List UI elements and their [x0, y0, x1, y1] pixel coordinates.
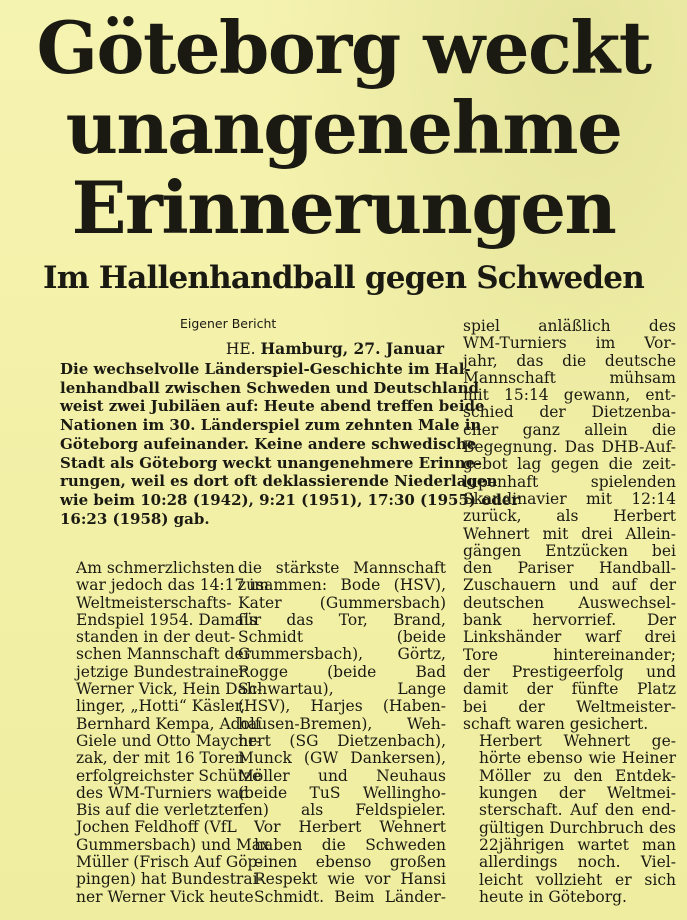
text-line: gebot lag gegen die zeit- — [463, 455, 676, 474]
text-line: Weltmeisterschafts- — [76, 593, 232, 612]
text-line: war jedoch das 14:17 im — [76, 576, 269, 595]
text-line: Linkshänder warf drei — [463, 628, 676, 647]
text-line: Vor Herbert Wehnert — [254, 818, 446, 837]
text-line: Tore hintereinander; — [463, 645, 676, 664]
text-line: cher ganz allein die — [463, 420, 676, 439]
column-1-paragraph-1 — [60, 559, 269, 802]
text-line: Bis auf die verletzten — [76, 801, 244, 820]
text-line: Zuschauern und auf der — [463, 576, 676, 595]
text-line: fen) als Feldspieler. — [238, 801, 446, 820]
text-line: den Pariser Handball- — [463, 559, 676, 578]
text-line: linger, „Hotti“ Käsler, — [76, 697, 246, 716]
text-line: mit 15:14 gewann, ent- — [463, 386, 676, 405]
text-line: einen ebenso großen — [254, 853, 446, 872]
text-line: Endspiel 1954. Damals — [76, 610, 257, 629]
text-line: allerdings noch. Viel- — [479, 853, 676, 872]
text-line: Mannschaft mühsam — [463, 368, 676, 387]
text-line: standen in der deut- — [76, 628, 236, 647]
text-line: Schmidt. Beim Länder- — [254, 887, 446, 906]
text-line: Nationen im 30. Länderspiel zum zehnten Male in — [60, 416, 482, 435]
text-line: ner Werner Vick heute — [76, 887, 254, 906]
text-line: Am schmerzlichsten — [76, 559, 235, 577]
byline: Eigener Bericht — [180, 316, 277, 331]
text-line: zusammen: Bode (HSV), — [238, 576, 446, 595]
text-line: gängen Entzücken bei — [463, 541, 676, 560]
text-line: Herbert Wehnert ge- — [479, 732, 676, 751]
text-line: Skandinavier mit 12:14 — [463, 489, 676, 508]
text-line: WM-Turniers im Vor- — [463, 334, 676, 353]
dateline — [60, 340, 444, 358]
column-1-paragraph-2 — [60, 801, 270, 906]
text-line: lenhandball zwischen Schweden und Deutschland — [60, 378, 479, 397]
text-line: Gummersbach), Görtz, — [238, 645, 446, 664]
text-line: der Prestigeerfolg und — [463, 662, 676, 681]
text-line: bei der Weltmeister- — [463, 697, 676, 716]
text-line: für das Tor, Brand, — [238, 610, 446, 629]
dateline-author: HE. — [225, 340, 256, 358]
headline-line-2: unangenehme — [65, 85, 622, 170]
text-line: Gummersbach) und Max — [76, 835, 270, 854]
text-line: Werner Vick, Hein Dah- — [76, 680, 262, 699]
text-line: 22jährigen wartet man — [479, 835, 676, 854]
column-3-paragraph-2 — [463, 733, 676, 906]
text-line: kungen der Weltmei- — [479, 784, 676, 803]
text-line: Begegnung. Das DHB-Auf- — [463, 438, 676, 457]
headline — [0, 5, 687, 250]
text-line: hörte ebenso wie Heiner — [479, 749, 676, 768]
text-line: jetzige Bundestrainer — [76, 662, 247, 681]
text-line: Die wechselvolle Länderspiel-Geschichte im Hal- — [60, 360, 471, 378]
text-line: (beide TuS Wellingho- — [238, 783, 446, 802]
text-line: damit der fünfte Platz — [463, 680, 676, 699]
text-line: Stadt als Göteborg weckt unangenehmere Erinne- — [60, 453, 482, 472]
lead-paragraph — [60, 360, 520, 528]
text-line: wie beim 10:28 (1942), 9:21 (1951), 17:30 (1955) oder — [60, 490, 520, 509]
text-line: schied der Dietzenba- — [463, 403, 676, 422]
text-line: schen Mannschaft der — [76, 645, 252, 664]
text-line: Kater (Gummersbach) — [238, 593, 446, 612]
text-line: jahr, das die deutsche — [463, 351, 676, 370]
headline-line-1: Göteborg weckt — [36, 5, 651, 90]
column-2-paragraph-2 — [238, 819, 446, 905]
text-line: spiel anläßlich des — [463, 317, 676, 335]
text-line: Möller zu den Entdek- — [479, 766, 676, 785]
text-line: Göteborg aufeinander. Keine andere schwedische — [60, 434, 477, 453]
text-line: hausen-Bremen), Weh- — [238, 714, 446, 733]
text-line: nert (SG Dietzenbach), — [238, 731, 446, 750]
article-column-2 — [238, 560, 446, 906]
subheadline: Im Hallenhandball gegen Schweden — [43, 260, 644, 296]
text-line: weist zwei Jubiläen auf: Heute abend treffen beide — [60, 397, 485, 416]
text-line: erfolgreichster Schütze — [76, 766, 262, 785]
text-line: deutschen Auswechsel- — [463, 593, 676, 612]
text-line: Giele und Otto Maychr- — [76, 731, 261, 750]
text-line: gültigen Durchbruch des — [479, 818, 676, 837]
text-line: sterschaft. Auf den end- — [479, 801, 676, 820]
text-line: Rogge (beide Bad — [238, 662, 446, 681]
dateline-place-date: Hamburg, 27. Januar — [260, 339, 444, 358]
text-line: des WM-Turniers war. — [76, 783, 250, 802]
article-column-3 — [463, 318, 676, 906]
text-line: Munck (GW Dankersen), — [238, 749, 446, 768]
text-line: zak, der mit 16 Toren — [76, 749, 245, 768]
text-line: leicht vollzieht er sich — [479, 870, 676, 889]
text-line: Jochen Feldhoff (VfL — [76, 818, 237, 837]
text-line: Respekt wie vor Hansi — [254, 870, 446, 889]
text-line: (HSV), Harjes (Haben- — [238, 697, 446, 716]
text-line: lupenhaft spielenden — [463, 472, 676, 491]
text-line: die stärkste Mannschaft — [238, 559, 446, 577]
text-line: haben die Schweden — [254, 835, 446, 854]
text-line: schaft waren gesichert. — [463, 714, 649, 733]
text-line: Möller und Neuhaus — [238, 766, 446, 785]
text-line: Schmidt (beide — [238, 628, 446, 647]
text-line: zurück, als Herbert — [463, 507, 676, 526]
text-line: Müller (Frisch Auf Göp- — [76, 853, 263, 872]
text-line: pingen) hat Bundestrai- — [76, 870, 263, 889]
text-line: 16:23 (1958) gab. — [60, 509, 210, 528]
headline-line-3: Erinnerungen — [71, 165, 616, 250]
text-line: Wehnert mit drei Allein- — [463, 524, 676, 543]
text-line: Schwartau), Lange — [238, 680, 446, 699]
text-line: rungen, weil es dort oft deklassierende Niederlagen — [60, 472, 498, 491]
text-line: bank hervorrief. Der — [463, 611, 676, 630]
text-line: heute in Göteborg. — [479, 887, 627, 906]
text-line: Bernhard Kempa, Adolf — [76, 714, 261, 733]
column-3-paragraph-1 — [463, 318, 676, 733]
article-column-1 — [60, 559, 270, 906]
column-2-paragraph-1 — [238, 560, 446, 819]
